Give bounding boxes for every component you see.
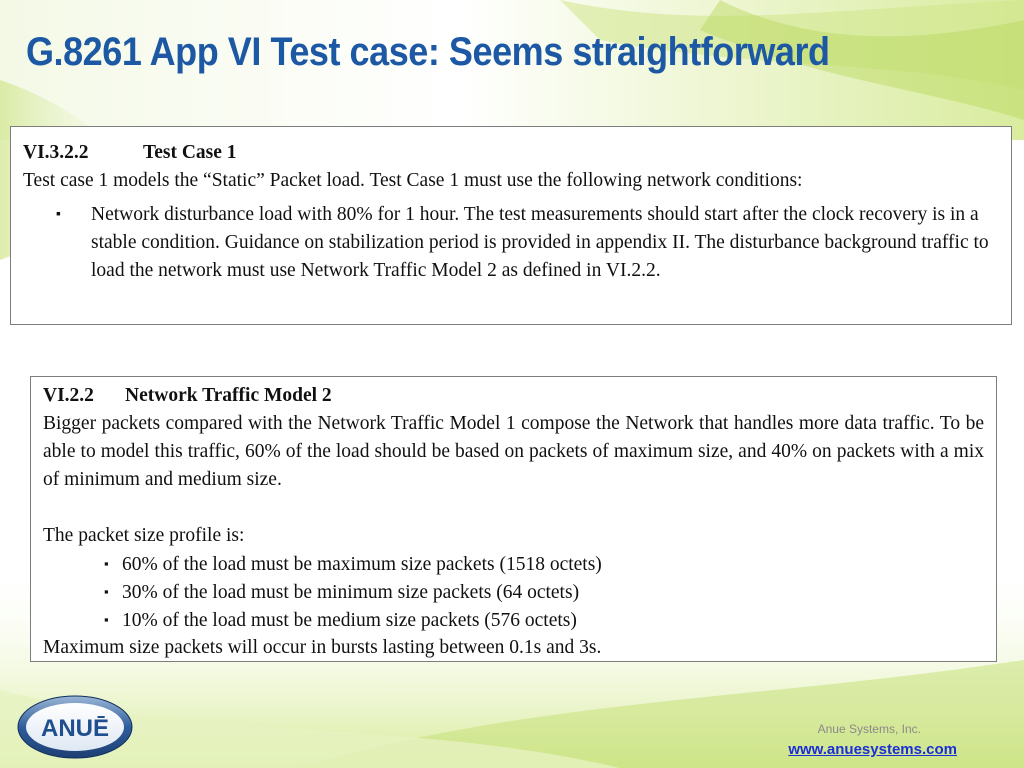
profile-intro: The packet size profile is: xyxy=(43,525,245,546)
footer-url-link[interactable]: www.anuesystems.com xyxy=(788,741,957,758)
bullet-text: Network disturbance load with 80% for 1 hour. The test measurements should start after the clock recovery is in a stable condition. Guidance on stabilization period is provided in appendix II. The disturbance background traffic to load the network must use Network Traffic Model 2 as defined in VI.2.2. xyxy=(91,204,989,281)
closing-sentence: Maximum size packets will occur in bursts lasting between 0.1s and 3s. xyxy=(43,637,602,658)
model-paragraph: Bigger packets compared with the Network Traffic Model 1 compose the Network that handles more data traffic. To be able to model this traffic, 60% of the load should be based on packets of maximum size, and 40% on packets with a mix of minimum and medium size. xyxy=(43,413,984,490)
section-heading xyxy=(43,382,984,410)
list-item xyxy=(43,550,984,578)
section-number: VI.3.2.2 xyxy=(23,142,89,163)
list-item xyxy=(43,606,984,634)
bullet-item xyxy=(23,201,999,285)
anue-logo xyxy=(16,694,134,760)
traffic-model-excerpt xyxy=(30,376,997,662)
list-item-text: 60% of the load must be maximum size packets (1518 octets) xyxy=(122,554,602,575)
logo-text: ANUĒ xyxy=(40,715,110,742)
intro-paragraph: Test case 1 models the “Static” Packet load. Test Case 1 must use the following network conditions: xyxy=(23,170,803,191)
bullet-square-icon: ▪ xyxy=(104,584,109,599)
bullet-square-icon: ▪ xyxy=(104,612,109,627)
section-number: VI.2.2 xyxy=(43,385,94,406)
test-case-excerpt xyxy=(10,126,1012,325)
paragraph-spacer xyxy=(43,494,984,522)
section-title: Network Traffic Model 2 xyxy=(125,385,332,406)
bullet-square-icon: ▪ xyxy=(104,556,109,571)
slide-title: G.8261 App VI Test case: Seems straightforward xyxy=(26,30,830,74)
section-title: Test Case 1 xyxy=(143,142,237,163)
list-item xyxy=(43,578,984,606)
list-item-text: 10% of the load must be medium size packets (576 octets) xyxy=(122,610,577,631)
profile-list xyxy=(43,550,984,634)
section-heading xyxy=(23,139,999,167)
list-item-text: 30% of the load must be minimum size packets (64 octets) xyxy=(122,582,580,603)
footer-company: Anue Systems, Inc. xyxy=(817,722,921,736)
bullet-square-icon: ▪ xyxy=(56,207,61,222)
